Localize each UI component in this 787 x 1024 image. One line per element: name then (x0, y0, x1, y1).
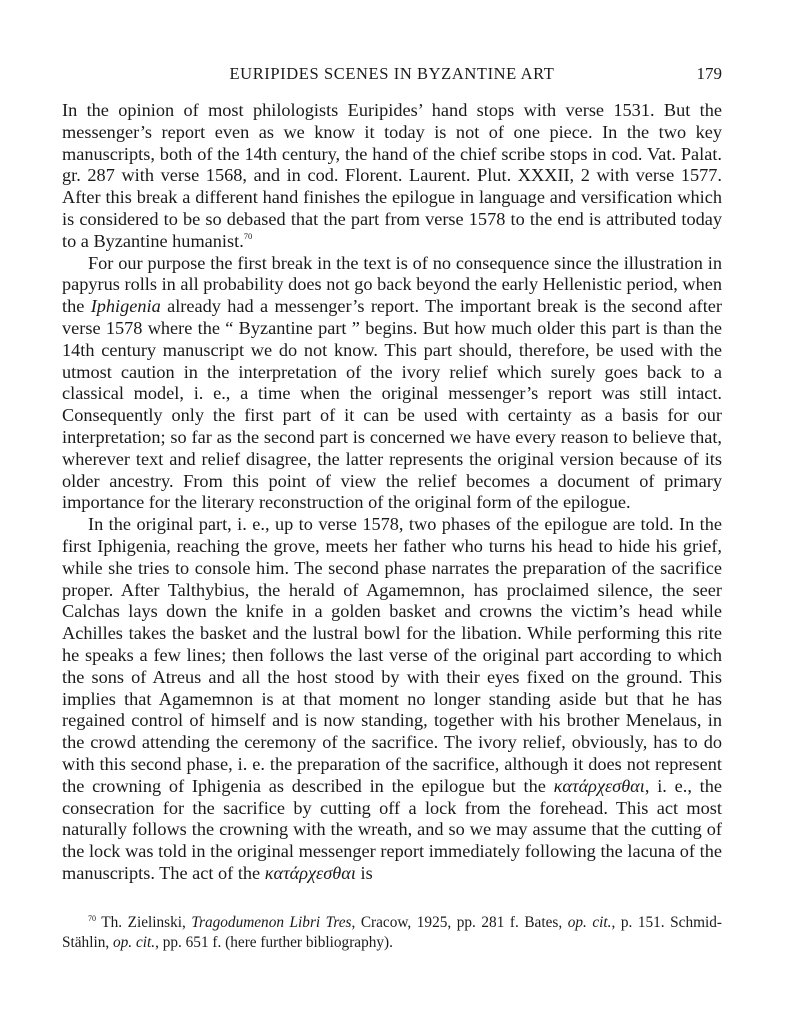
footnote-number: 70 (88, 914, 96, 923)
paragraph-2-text-a: For our purpose the first break in the text is of no consequence since the illustration in papyrus rolls in all probability does not go back beyond the early Hellenistic period, when the (62, 252, 722, 317)
page-header (62, 64, 722, 86)
footnote-text-2: , p. 151. Schmid-Stählin, (62, 914, 722, 951)
paragraph-3 (62, 514, 722, 885)
footnote-70 (62, 913, 722, 952)
footnote-opcit-2: op. cit. (113, 933, 156, 951)
body-text (62, 100, 722, 885)
paragraph-1 (62, 100, 722, 253)
footnote-ref-70[interactable]: 70 (243, 230, 253, 241)
paragraph-3-text-c: is (355, 862, 373, 883)
running-title: EURIPIDES SCENES IN BYZANTINE ART (229, 64, 555, 83)
footnote-text-1: , Cracow, 1925, pp. 281 f. Bates, (351, 914, 568, 931)
paragraph-2 (62, 253, 722, 515)
footnote-text-3: , pp. 651 f. (here further bibliography). (155, 933, 393, 951)
paragraph-2-text-b: already had a messenger’s report. The important break is the second after verse 1578 where the “ Byzantine part ” begins. But how much older this part is than the 14th century manuscript we do not know. This part should, therefore, be used with the utmost caution in the interpretation of the ivory relief which surely goes back to a classical model, i. e., a time when the original messenger’s report was still intact. Consequently only the first part of it can be used with certainty as a basis for our interpretation; so far as the second part is concerned we have every reason to believe that, wherever text and relief disagree, the latter represents the original version because of its older ancestry. From this point of view the relief becomes a document of primary importance for the literary reconstruction of the original form of the epilogue. (62, 296, 722, 513)
page-number: 179 (696, 64, 722, 83)
paragraph-3-text-b: , i. e., the consecration for the sacrifice by cutting off a lock from the forehead. This act most naturally follows the crowning with the wreath, and so we may assume that the cutting of the lock was told in the original messenger report immediately following the lacuna of the manuscripts. The act of the (62, 775, 722, 883)
footnote-author: Th. Zielinski, (96, 914, 192, 931)
paragraph-3-text-a: In the original part, i. e., up to verse 1578, two phases of the epilogue are told. In the first Iphigenia, reaching the grove, meets her father who turns his head to hide his grief, while she tries to console him. The second phase narrates the preparation of the sacrifice proper. After Talthybius, the herald of Agamemnon, has proclaimed silence, the seer Calchas lays down the knife in a golden basket and crowns the victim’s head while Achilles takes the basket and the lustral bowl for the libation. While performing this rite he speaks a few lines; then follows the last verse of the original part according to which the sons of Atreus and all the host stood by with their eyes fixed on the ground. This implies that Agamemnon is at that moment no longer standing aside but that he has regained control of himself and is now standing, together with his brother Menelaus, in the crowd attending the ceremony of the sacrifice. The ivory relief, obviously, has to do with this second phase, i. e. the preparation of the sacrifice, although it does not represent the crowning of Iphigenia as described in the epilogue but the (62, 514, 722, 796)
title-iphigenia: Iphigenia (90, 296, 161, 317)
footnote-title: Tragodumenon Libri Tres (191, 914, 352, 931)
greek-term-1: κατάρχεσθαι (553, 775, 645, 796)
greek-term-2: κατάρχεσθαι (264, 862, 356, 883)
paragraph-1-text: In the opinion of most philologists Euripides’ hand stops with verse 1531. But the messenger’s report even as we know it today is not of one piece. In the two key manuscripts, both of the 14th century, the hand of the chief scribe stops in cod. Vat. Palat. gr. 287 with verse 1568, and in cod. Florent. Laurent. Plut. XXXII, 2 with verse 1577. After this break a different hand finishes the epilogue in language and versification which is considered to be so debased that the part from verse 1578 to the end is attributed today to a Byzantine humanist. (62, 100, 722, 251)
footnote-opcit-1: op. cit. (567, 914, 612, 931)
